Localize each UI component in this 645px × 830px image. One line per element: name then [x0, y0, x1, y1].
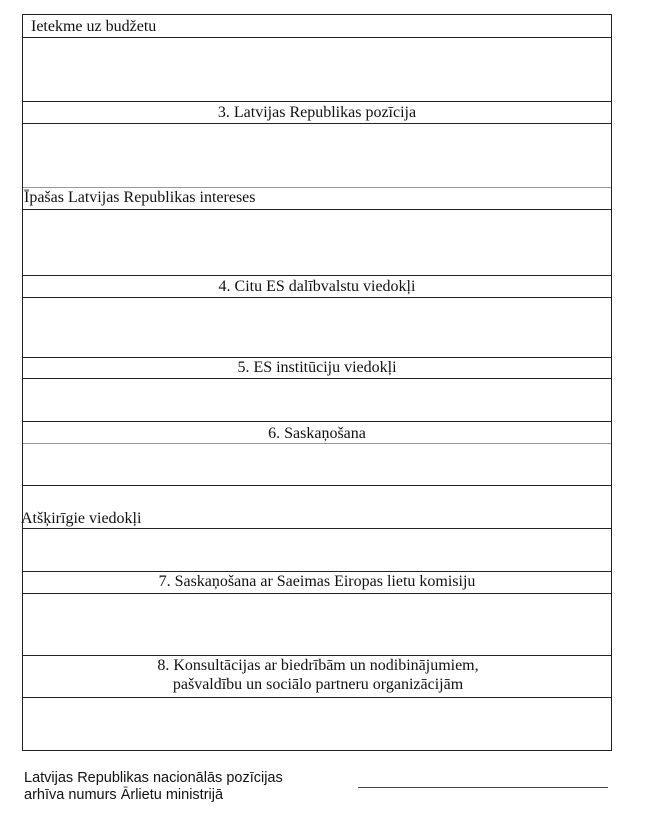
special-interests-field[interactable] — [23, 210, 611, 275]
row-divider — [23, 421, 611, 422]
differing-views-field[interactable] — [23, 529, 611, 571]
member-states-heading: 4. Citu ES dalībvalstu viedokļi — [218, 278, 416, 295]
archive-label-line2: arhīva numurs Ārlietu ministrijā — [24, 787, 224, 803]
saeima-heading: 7. Saskaņošana ar Saeimas Eiropas lietu komisiju — [158, 573, 476, 590]
budget-impact-label: Ietekme uz budžetu — [31, 18, 157, 35]
institutions-field[interactable] — [23, 379, 611, 421]
position-heading: 3. Latvijas Republikas pozīcija — [217, 104, 417, 121]
member-states-field[interactable] — [23, 298, 611, 357]
budget-impact-field[interactable] — [23, 38, 611, 101]
row-divider — [23, 275, 611, 276]
row-divider — [23, 485, 611, 486]
special-interests-label: Īpašas Latvijas Republikas intereses — [24, 189, 256, 206]
consultations-heading: 8. Konsultācijas ar biedrībām un nodibinājumiem, pašvaldību un sociālo partneru organizācijām — [157, 657, 479, 693]
consultations-field[interactable] — [23, 698, 611, 750]
coordination-field[interactable] — [23, 444, 611, 485]
differing-views-label: Atšķirīgie viedokļi — [21, 510, 142, 527]
position-form-table — [22, 14, 612, 751]
archive-label-line1: Latvijas Republikas nacionālās pozīcijas — [24, 770, 283, 786]
row-divider — [23, 101, 611, 102]
saeima-field[interactable] — [23, 594, 611, 655]
position-field[interactable] — [23, 124, 611, 187]
institutions-heading: 5. ES institūciju viedokļi — [237, 359, 397, 376]
coordination-heading: 6. Saskaņošana — [268, 425, 366, 442]
archive-number-label — [24, 770, 283, 804]
archive-number-field[interactable] — [358, 787, 608, 788]
